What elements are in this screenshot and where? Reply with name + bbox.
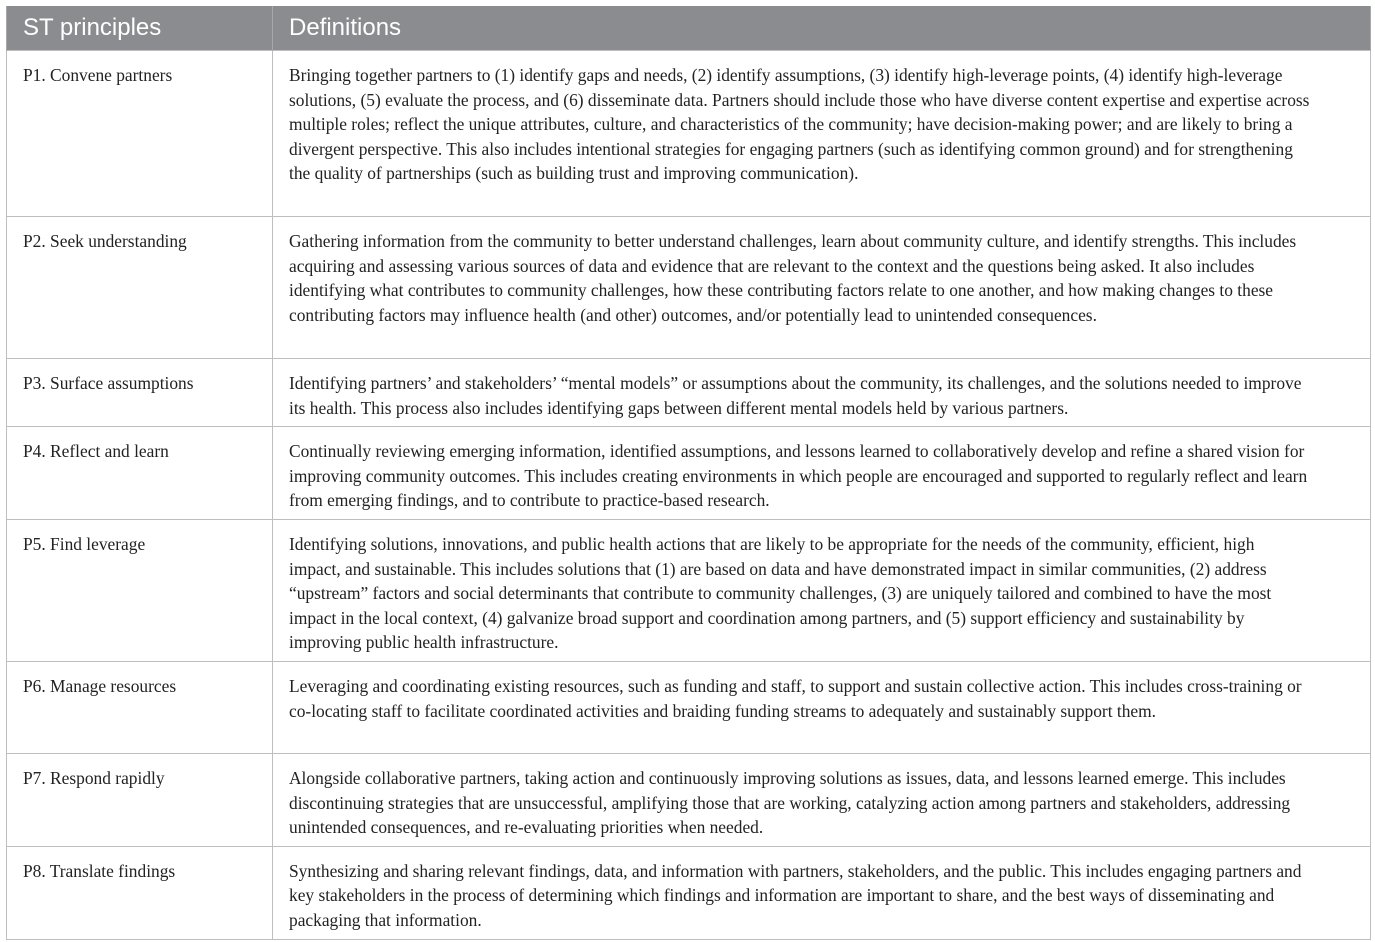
table-row (7, 51, 1371, 217)
principle-cell: P4. Reflect and learn (7, 427, 273, 520)
table-row (7, 217, 1371, 359)
table-row (7, 519, 1371, 661)
definition-cell: Continually reviewing emerging information, identified assumptions, and lessons learned to collaboratively develop and refine a shared vision for improving community outcomes. This includes creating environments in which people are encouraged and supported to regularly reflect and learn from emerging findings, and to contribute to practice-based research. (273, 427, 1371, 520)
principle-cell: P1. Convene partners (7, 51, 273, 217)
table-row (7, 846, 1371, 939)
definition-cell: Synthesizing and sharing relevant findings, data, and information with partners, stakeholders, and the public. This includes engaging partners and key stakeholders in the process of determining which findings and information are important to share, and the best ways of disseminating and packaging that information. (273, 846, 1371, 939)
table-header-row (7, 6, 1371, 51)
principle-cell: P7. Respond rapidly (7, 753, 273, 846)
table-row (7, 427, 1371, 520)
column-header-principles: ST principles (7, 6, 273, 51)
definition-cell: Alongside collaborative partners, taking action and continuously improving solutions as issues, data, and lessons learned emerge. This includes discontinuing strategies that are unsuccessful, amplifying those that are working, catalyzing action among partners and stakeholders, addressing unintended consequences, and re-evaluating priorities when needed. (273, 753, 1371, 846)
definition-cell: Bringing together partners to (1) identify gaps and needs, (2) identify assumptions, (3) identify high-leverage points, (4) identify high-leverage solutions, (5) evaluate the process, and (6) disseminate data. Partners should include those who have diverse content expertise and expertise across multiple roles; reflect the unique attributes, culture, and characteristics of the community; have decision-making power; and are likely to bring a divergent perspective. This also includes intentional strategies for engaging partners (such as identifying common ground) and for strengthening the quality of partnerships (such as building trust and improving communication). (273, 51, 1371, 217)
definition-cell: Identifying solutions, innovations, and public health actions that are likely to be appropriate for the needs of the community, efficient, high impact, and sustainable. This includes solutions that (1) are based on data and have demonstrated impact in similar communities, (2) address “upstream” factors and social determinants that contribute to community challenges, (3) are uniquely tailored and combined to have the most impact in the local context, (4) galvanize broad support and coordination among partners, and (5) support efficiency and sustainability by improving public health infrastructure. (273, 519, 1371, 661)
principle-cell: P6. Manage resources (7, 661, 273, 753)
table-row (7, 359, 1371, 427)
principle-cell: P8. Translate findings (7, 846, 273, 939)
principle-cell: P2. Seek understanding (7, 217, 273, 359)
principle-cell: P5. Find leverage (7, 519, 273, 661)
table-row (7, 661, 1371, 753)
definition-cell: Identifying partners’ and stakeholders’ “mental models” or assumptions about the community, its challenges, and the solutions needed to improve its health. This process also includes identifying gaps between different mental models held by various partners. (273, 359, 1371, 427)
principles-table (6, 6, 1371, 940)
principle-cell: P3. Surface assumptions (7, 359, 273, 427)
column-header-definitions: Definitions (273, 6, 1371, 51)
table-row (7, 753, 1371, 846)
definition-cell: Gathering information from the community to better understand challenges, learn about community culture, and identify strengths. This includes acquiring and assessing various sources of data and evidence that are relevant to the context and the questions being asked. It also includes identifying what contributes to community challenges, how these contributing factors relate to one another, and how making changes to these contributing factors may influence health (and other) outcomes, and/or potentially lead to unintended consequences. (273, 217, 1371, 359)
definition-cell: Leveraging and coordinating existing resources, such as funding and staff, to support and sustain collective action. This includes cross-training or co-locating staff to facilitate coordinated activities and braiding funding streams to adequately and sustainably support them. (273, 661, 1371, 753)
